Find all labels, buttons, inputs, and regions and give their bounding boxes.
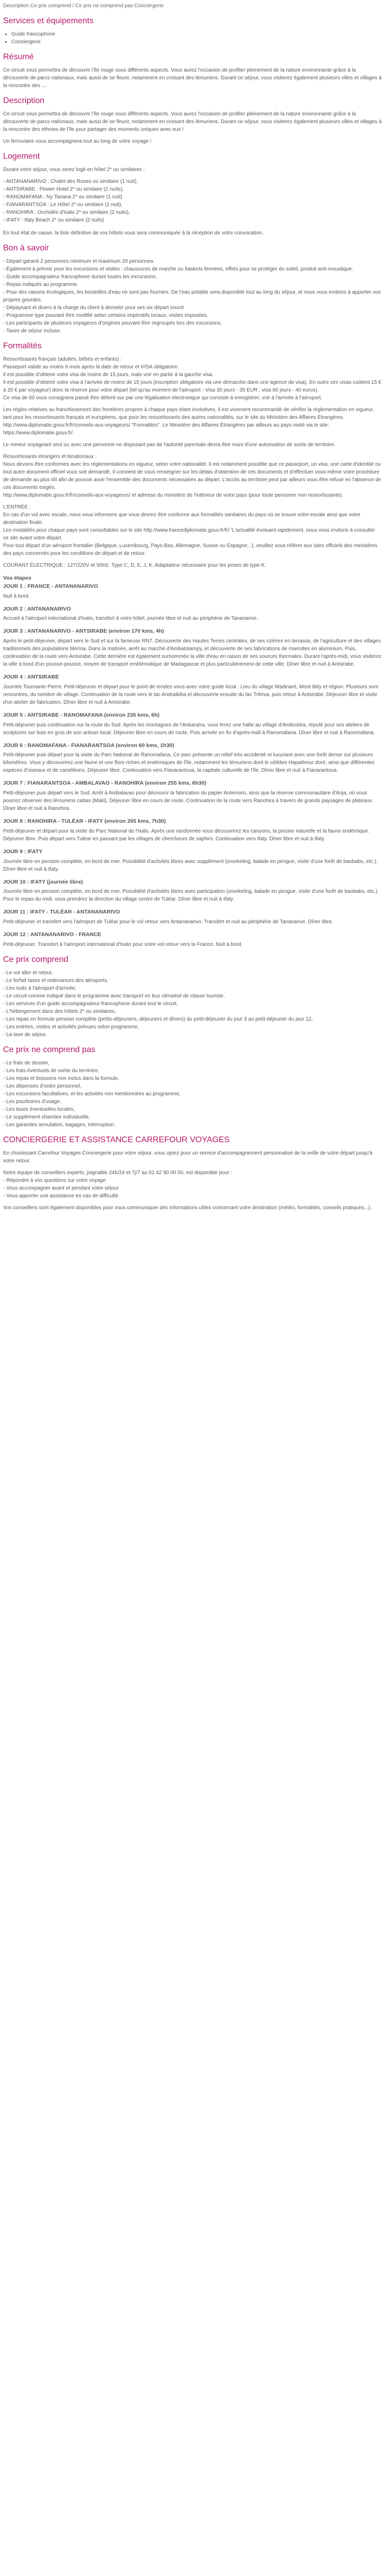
list-item: - Les dépenses d'ordre personnel,: [3, 1083, 82, 1089]
itinerary-day-text: Journée libre en pension complète, en bord de mer. Possibilité d'activités libres avec participation (snorkeling, balade en pirogue, visite d'une forêt de baobabs, etc.). Pour le repas du midi, vous prendrez la direction du village centre de Tuléar. Dîner libre et nuit à Ifaty.: [3, 889, 379, 903]
list-item: - La taxe de séjour.: [3, 1031, 47, 1038]
list-item: - Les repas et boissons non inclus dans la formule,: [3, 1075, 120, 1081]
prix-comprend-heading: Ce prix comprend: [3, 955, 69, 964]
list-item: - Les taxes éventuelles locales,: [3, 1106, 75, 1112]
prix-comprend-list: [3, 969, 382, 1039]
list-item: - Guide accompagnateur francophone durant toutes les excursions.: [3, 274, 157, 280]
list-item: - Taxes de séjour incluse.: [3, 328, 61, 334]
conciergerie-paragraph: Notre équipe de conseillers experts, joignable 24h/24 et 7j/7 au 01 42 90 00 00, est disponible pour : - Répondre à vos questions sur votre voyage - Vous accompagner avant et pendant votre séjour - Vous apporter une assistance en cas de difficulté: [3, 1170, 233, 1199]
list-item: - Les nuits à l'aéroport d'arrivée,: [3, 985, 77, 991]
list-item: - Dépaysant et divers à la charge du client à demeler pour ses six départ inscrit: [3, 305, 184, 311]
itinerary-day-title: JOUR 10 : IFATY (journée libre): [3, 878, 83, 885]
itinerary-day-title: JOUR 2 : ANTANANARIVO: [3, 605, 71, 612]
list-item: - Le supplément chambre individuelle,: [3, 1114, 90, 1120]
list-item: - L'hébergement dans des hôtels 2* ou similaires,: [3, 1008, 116, 1014]
formalites-paragraph: L'ENTRÉE : En cas d'un vol avec escale, nous vous informons que vous devrez être conforme aux formalités sanitaires du pays où se trouve votre escale ainsi que votre destination finale. Les modalités pour chaque pays sont consultables sur le site http://www.francediplomatie.gouv.fr/fr/ 'L'actualité évoluant rapidement, nous vous invitons à consulter ce site avant votre départ. Pour tout départ d'un aéroport frontalier (Belgique, Luxembourg, Pays-Bas, Allemagne, Suisse ou Espagne...), veuillez vous référer aux sites officiels des ministères des pays concernés pour les conditions de départ et de retour.: [3, 504, 378, 556]
itinerary-day-title: JOUR 11 : IFATY - TULÉAR - ANTANANARIVO: [3, 909, 120, 916]
itinerary-day-title: JOUR 5 : ANTSIRABE - RANOMAFANA (environ 235 kms, 6h): [3, 711, 160, 718]
itinerary-day-text: Nuit à bord.: [3, 593, 30, 599]
list-item: - Le vol aller et retour,: [3, 970, 53, 976]
list-item: - Les garanties annulation, bagages, interruption.: [3, 1122, 116, 1128]
itinerary-day-text: Petit-déjeuner et départ pour la visite du Parc National de l'Isalo. Après une randonnée vous découvrirez les canyons, la piscine naturelle et la faune endémique. Déjeuner libre. Puis départ vers Tuléar en passant par les villages de chercheurs de saphirs. Continuation vers Ifaty. Dîner libre et nuit à Ifaty.: [3, 828, 370, 842]
formalites-section: [3, 340, 382, 569]
prix-ne-comprend-heading: Ce prix ne comprend pas: [3, 1045, 95, 1054]
itinerary-day: [3, 779, 382, 812]
description-section: [3, 95, 382, 145]
formalites-paragraph: Ressortissants étrangers et binationaux : Nous devons être conformes avec les réglementations en vigueur, selon votre nationalité. Il est notamment possible que ce passeport, un visa, une carte d'identité ou tout autre document officiel vous soit demandé. Il convient de vous renseigner sur les délais d'obtention de ces documents et d'effectuer vous-même votre procédure de demande au plus tôt afin de pouvoir avoir l'ensemble des documents nécessaires au départ. L'accès au territoire peut par ailleurs vous être refusé en l'absence de ces documents exigés. http://www.diplomatie.gouv.fr/fr/conseils-aux-voyageurs/ et adresse du ministère de l'intérieur de votre pays (pour toute personne non ressortissante).: [3, 454, 381, 498]
list-item: - Les excursions facultatives, et les activités non mentionnées au programme,: [3, 1091, 181, 1097]
list-item: - Repas indiqués au programme.: [3, 282, 78, 287]
itinerary-day: [3, 574, 382, 600]
list-item: - RANOMAFANA : Ny Tanana 2* ou similaire (1 nuit): [3, 194, 123, 200]
resume-text: Ce circuit vous permettra de découvrir l'île rouge sous différents aspects. Vous aurez l'occasion de profiter pleinement de la nature environnante grâce à la découverte de parcs nationaux, mais aussi de se fleurir, notamment en croisant des lémuriens. Durant ce séjour, vous visiterez également plusieurs villes et villages à la rencontre des ...: [3, 67, 382, 89]
services-section: [3, 15, 382, 46]
conciergerie-section: [3, 1134, 382, 1212]
formalites-heading: Formalités: [3, 342, 42, 350]
list-item: - Le forfait taxes et redevances des aéroports,: [3, 977, 108, 984]
list-item: - Également à prévoir pour les excursions et visites : chaussures de marche ou baskets fermées, effets pour se protéger du soleil, produit anti-moustique.: [3, 266, 353, 272]
itinerary-day-title: JOUR 4 : ANTSIRABE: [3, 674, 59, 680]
conciergerie-paragraph: Vos conseillers sont également disponibles pour vous communiquer des informations utiles concernant votre destination (météo, formalités, conseils pratiques...).: [3, 1205, 372, 1211]
logement-section: [3, 150, 382, 237]
list-item: - Le frais de dossier,: [3, 1060, 50, 1066]
itinerary-day-text: Petit-déjeuner. Transfert à l'aéroport international d'Ivato pour votre vol retour vers la France. Nuit à bord.: [3, 941, 243, 947]
list-item: - FIANARANTSOA : Le Hôtel 2* ou similaire (1 nuit),: [3, 202, 123, 208]
list-item: - Pour des raisons écologiques, les bouteilles d'eau ne sont pas fournies. De l'eau potable sera disponible tout au long du séjour, et nous vous invitons à apporter vos propres gourdes.: [3, 290, 381, 303]
itinerary-day: [3, 628, 382, 668]
itinerary-day-text: Petit-déjeuner puis départ vers le Sud. Arrêt à Ambalavao pour découvrir la fabrication du papier Antemoro, ainsi que la réserve communautaire d'Anja, où vous pourrez observer des lémuriens cattas (Maki). Déjeuner libre en cours de route. Continuation de la route vers Ranohira à travers de grands paysages de plateaux. Dîner libre et nuit à Ranohira.: [3, 790, 373, 811]
itinerary-day: [3, 742, 382, 775]
itinerary-day-text: Journée libre en pension complète, en bord de mer. Possibilité d'activités libres avec supplément (snorkeling, balade en pirogue, visite d'une forêt de baobabs, etc.). Dîner libre et nuit à Ifaty.: [3, 858, 378, 872]
itinerary-day: [3, 908, 382, 926]
resume-heading: Résumé: [3, 53, 34, 61]
list-item: - IFATY : Ifaty Beach 2* ou similaire (2 nuits): [3, 217, 104, 223]
list-item: - Programme type pouvant être modifié selon certains impératifs locaux, visites imposées.: [3, 313, 208, 318]
itinerary-day-title: JOUR 6 : RANOMAFANA - FIANARANTSOA (environ 60 kms, 1h30): [3, 742, 174, 749]
logement-intro: Durant votre séjour, vous serez logé en hôtel 2* ou similaires :: [3, 167, 145, 173]
formalites-paragraph: COURANT ÉLECTRIQUE : 127/220V et 50Hz. Type C, D, E, J, K. Adaptateur nécessaire pour les prises de type K.: [3, 563, 266, 568]
list-item: - Les pourboires d'usage,: [3, 1098, 61, 1105]
prix-comprend-section: [3, 954, 382, 1039]
list-item: - ANTSIRABE : Flower Hotel 2* ou similaire (2 nuits),: [3, 187, 124, 192]
breadcrumb: Description Ce prix comprend / Ce prix ne comprend pas Conciergerie: [3, 3, 164, 9]
description-heading: Description: [3, 96, 45, 105]
itinerary-day-text: Petit-déjeuner et transfert vers l'aéroport de Tuléar pour le vol retour vers Antananarivo. Transfert et nuit au périphérie de Tananarive. Dîner libre.: [3, 919, 333, 925]
prix-ne-comprend-list: [3, 1059, 382, 1129]
list-item: - Le circuit comme indiqué dans le programme avec transport en bus climatisé de classe touriste,: [3, 993, 225, 999]
itinerary-day-text: Petit-déjeuner puis départ pour la visite du Parc National de Ranomafana. Ce parc présente un relief très accidenté et luxuriant avec une forêt dense sur plusieurs kilomètres. Vous y découvrirez une faune et une flore riches et endémiques de l'île, notamment les lémuriens dont le célèbre Hapalémur doré, ainsi que différentes espèces d'oiseaux et de caméléons. Déjeuner libre. Continuation vers Fianarantsoa, la capitale culturelle de l'île. Dîner libre et nuit à Fianarantsoa.: [3, 752, 374, 774]
logement-hotel-list: [3, 178, 382, 224]
itinerary-day: [3, 818, 382, 843]
itinerary-day-title: JOUR 12 : ANTANANARIVO - FRANCE: [3, 931, 102, 938]
itinerary-day-title: JOUR 7 : FIANARANTSOA - AMBALAVAO - RANOHIRA (environ 255 kms, 6h30): [3, 780, 206, 787]
page: [0, 0, 385, 1221]
list-item: • Guide francophone: [11, 30, 382, 38]
logement-outro: En tout état de cause, la liste définitive de vos hôtels vous sera communiquée à la réception de votre convocation.: [3, 230, 264, 236]
logement-heading: Logement: [3, 152, 40, 161]
itinerary-day-title: JOUR 3 : ANTANANARIVO - ANTSIRABE (environ 170 kms, 4h): [3, 628, 164, 635]
description-paragraph: Un ferroviaire vous accompagnera tout au long de votre voyage !: [3, 139, 152, 144]
list-item: - ANTANANARIVO : Chalet des Roses ou similaire (1 nuit),: [3, 179, 138, 184]
itinerary-section: [3, 574, 382, 948]
list-item: • Conciergerie: [11, 38, 382, 46]
itinerary-day-title: Vos étapes JOUR 1 : FRANCE - ANTANANARIVO: [3, 575, 99, 589]
list-item: - Les entrées, visites et activités prévues selon programme,: [3, 1024, 139, 1030]
bon-a-savoir-heading: Bon à savoir: [3, 244, 49, 252]
formalites-paragraph: Les règles relatives au franchissement des frontières propres à chaque pays étant évolutives, il est vivement recommandé de vérifier la réglementation en vigueur, tant pour les ressortissants français et européens, que pour les ressortissants des autres nationalités, sur le site du Ministère des Affaires Étrangères. http://www.diplomatie.gouv.fr/fr/conseils-aux-voyageurs/ "Formalités". Le Ministère des Affaires Étrangères par ailleurs au pays visité via le site: https://www.diplomatie.gouv.fr/.: [3, 407, 374, 436]
resume-section: [3, 51, 382, 90]
description-paragraph: Ce circuit vous permettra de découvrir l'île rouge sous différents aspects. Vous aurez l'occasion de profiter pleinement de la nature environnante grâce à la découverte de parcs nationaux, mais aussi de se fleurir, notamment en croisant des lémuriens. Durant ce séjour, vous visiterez également plusieurs villes et villages à la rencontre des ethnies de l'île pour partager des moments uniques avec eux !: [3, 111, 382, 132]
itinerary-day-text: Journée Tournante Pierre. Petit-déjeuner et départ pour le point de rendez-vous avec votre guide local : Lieu du village Madinaré, Mont Ibity et région. Plusieurs sont rencontres, du nombre de village. Continuation de la route vers le lac Andraikiba et découverte ensuite du lac Tritriva, puis retour à Antsirabe. Déjeuner libre et visite d'un atelier de fabrication. Dîner libre et nuit à Antsirabe.: [3, 684, 379, 705]
itinerary-day: [3, 931, 382, 948]
itinerary-day-text: Accueil à l'aéroport international d'Ivato, transfert à votre hôtel, journée libre et nuit au périphérie de Tananarive.: [3, 616, 258, 622]
itinerary-day: [3, 711, 382, 737]
list-item: - Les repas en formule pension complète (petits-déjeuners, déjeuners et dîners) du petit-déjeuner du jour 3 au petit-déjeuner du jour 12,: [3, 1016, 313, 1022]
prix-ne-comprend-section: [3, 1044, 382, 1129]
itinerary-day-text: Après le petit-déjeuner, départ vers le Sud et sur la fameuse RN7. Découverte des Hautes Terres centrales, de ses rizières en terrasse, de l'agriculture et des villages traditionnels des populations Merina. Dans la matinée, arrêt au marché d'Ambatolampy, et découverte de ses fabrications de marmites en aluminium. Puis, continuation de la route vers Antsirabe. Cette dernière est également surnommée la ville d'eau en raison de ses sources thermales. Durant l'après-midi, vous visiterez la ville à bord d'un pousse-pousse, moyen de transport emblématique de Madagascar et plus particulièrement de cette ville. Dîner libre et nuit à Antsirabe.: [3, 638, 382, 667]
formalites-paragraph: Le mineur voyageant seul ou avec une personne ne disposant pas de l'autorité parentale devra être muni d'une autorisation de sortie de territoire.: [3, 442, 336, 448]
list-item: - Les services d'un guide accompagnateur francophone durant tout le circuit,: [3, 1001, 178, 1007]
itinerary-day: [3, 673, 382, 706]
formalites-paragraph: Ressortissants français (adultes, bébés et enfants) : Passeport valide au moins 6 mois après la date de retour et VISA obligatoire. Il est possible d'obtenir votre visa de moins de 15 jours, mais voir en partie à la gauche visa. Il est possible d'obtenir votre visa à l'arrivée de moins de 15 jours (inscription obligatoire via une démarche dans une agence de visa). En outre ces visas coûtent 15 € à 20 € par voyageur) donc la réserve pour votre départ (tel qu'au moment de l'aéroport - Visa 30 jours - 35 EUR ; visa 60 jours - 40 euros). Ce visa de 60 vous consignera passé être délivré sur par une légalisation électronique qui consiste à enregistrer, voir à l'arrivée à l'aéroport.: [3, 357, 382, 401]
conciergerie-paragraph: En choisissant Carrefour Voyages Conciergerie pour votre séjour, vous optez pour un service d'accompagnement personnalisé de la veille de votre départ jusqu'à votre retour.: [3, 1150, 372, 1164]
itinerary-day-title: JOUR 9 : IFATY: [3, 848, 43, 855]
services-heading: Services et équipements: [3, 16, 94, 25]
services-list: [3, 30, 382, 46]
list-item: - Les frais éventuels de sortie du territoire,: [3, 1067, 100, 1074]
list-item: - Les participants de plusieurs voyageurs d'origines pouvant être regroupés lors des excursions.: [3, 320, 222, 326]
itinerary-day-title: JOUR 8 : RANOHIRA - TULÉAR - IFATY (environ 265 kms, 7h30): [3, 818, 166, 824]
bon-a-savoir-section: [3, 242, 382, 335]
itinerary-day: [3, 878, 382, 904]
itinerary-day: [3, 605, 382, 623]
itinerary-day-text: Petit-déjeuner puis continuation sur la route du Sud. Après les montagnes de l'Ankaratra, vous ferez une halte au village d'Ambositra, réputé pour ses ateliers de sculptures sur bois en gros de son artisan local. Déjeuner libre en cours de route. Puis arrivée en fin d'après-midi à Ranomafana. Dîner libre et nuit à Ranomafana.: [3, 722, 375, 736]
list-item: - Départ garanti 2 personnes minimum et maximum 20 personnes.: [3, 259, 155, 264]
conciergerie-heading: CONCIERGERIE ET ASSISTANCE CARREFOUR VOYAGES: [3, 1135, 230, 1144]
list-item: - RANOHIRA : Orchidée d'Isalo 2* ou similaire (2 nuits),: [3, 210, 130, 215]
itinerary-day: [3, 848, 382, 873]
bon-a-savoir-list: [3, 258, 382, 335]
